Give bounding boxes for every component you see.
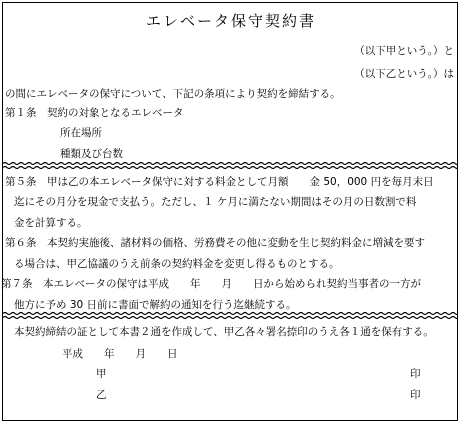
location-label: 所在場所: [60, 127, 102, 139]
section-omission-break-2: [3, 311, 458, 320]
article-5-line-1: 第５条 甲は乙の本エレベータ保守に対する料金として月額 金 50，000 円を毎月末日: [5, 176, 434, 188]
party-a-line: （以下甲という。）と: [354, 45, 454, 57]
article-6-line-1: 第６条 本契約実施後、諸材料の価格、労務費その他に変動を生じ契約料金に増減を要す: [5, 237, 425, 249]
article-5-line-3: 金を計算する。: [14, 217, 88, 229]
party-b-seal-mark: 印: [410, 389, 421, 401]
signing-date: 平成 年 月 日: [62, 348, 178, 360]
article-1-heading: 第１条 契約の対象となるエレベータ: [5, 107, 184, 119]
article-7-line-1: 第７条 本エレベータの保守は平成 年 月 日から始められ契約当事者の一方が: [1, 278, 421, 290]
article-7-line-2: 他方に予め 30 日前に書面で解約の通知を行う迄継続する。: [14, 299, 297, 311]
preamble: の間にエレベータの保守について、下記の条項により契約を締結する。: [5, 88, 341, 100]
party-a-signature-label: 甲: [96, 368, 107, 380]
party-b-line: （以下乙という。）は: [354, 68, 454, 80]
party-b-signature-label: 乙: [96, 389, 107, 401]
document-title: エレベータ保守契約書: [145, 12, 316, 30]
closing-statement: 本契約締結の証として本書２通を作成して、甲乙各々署名捺印のうえ各１通を保有する。: [14, 326, 434, 338]
party-a-seal-mark: 印: [410, 368, 421, 380]
article-6-line-2: る場合は、甲乙協議のうえ前条の契約料金を変更し得るものとする。: [14, 258, 340, 270]
section-omission-break: [3, 161, 458, 170]
article-5-line-2: 迄にその月分を現金で支払う。ただし、１ ケ月に満たない期間はその月の日数割で料: [14, 196, 417, 208]
type-count-label: 種類及び台数: [60, 148, 123, 160]
